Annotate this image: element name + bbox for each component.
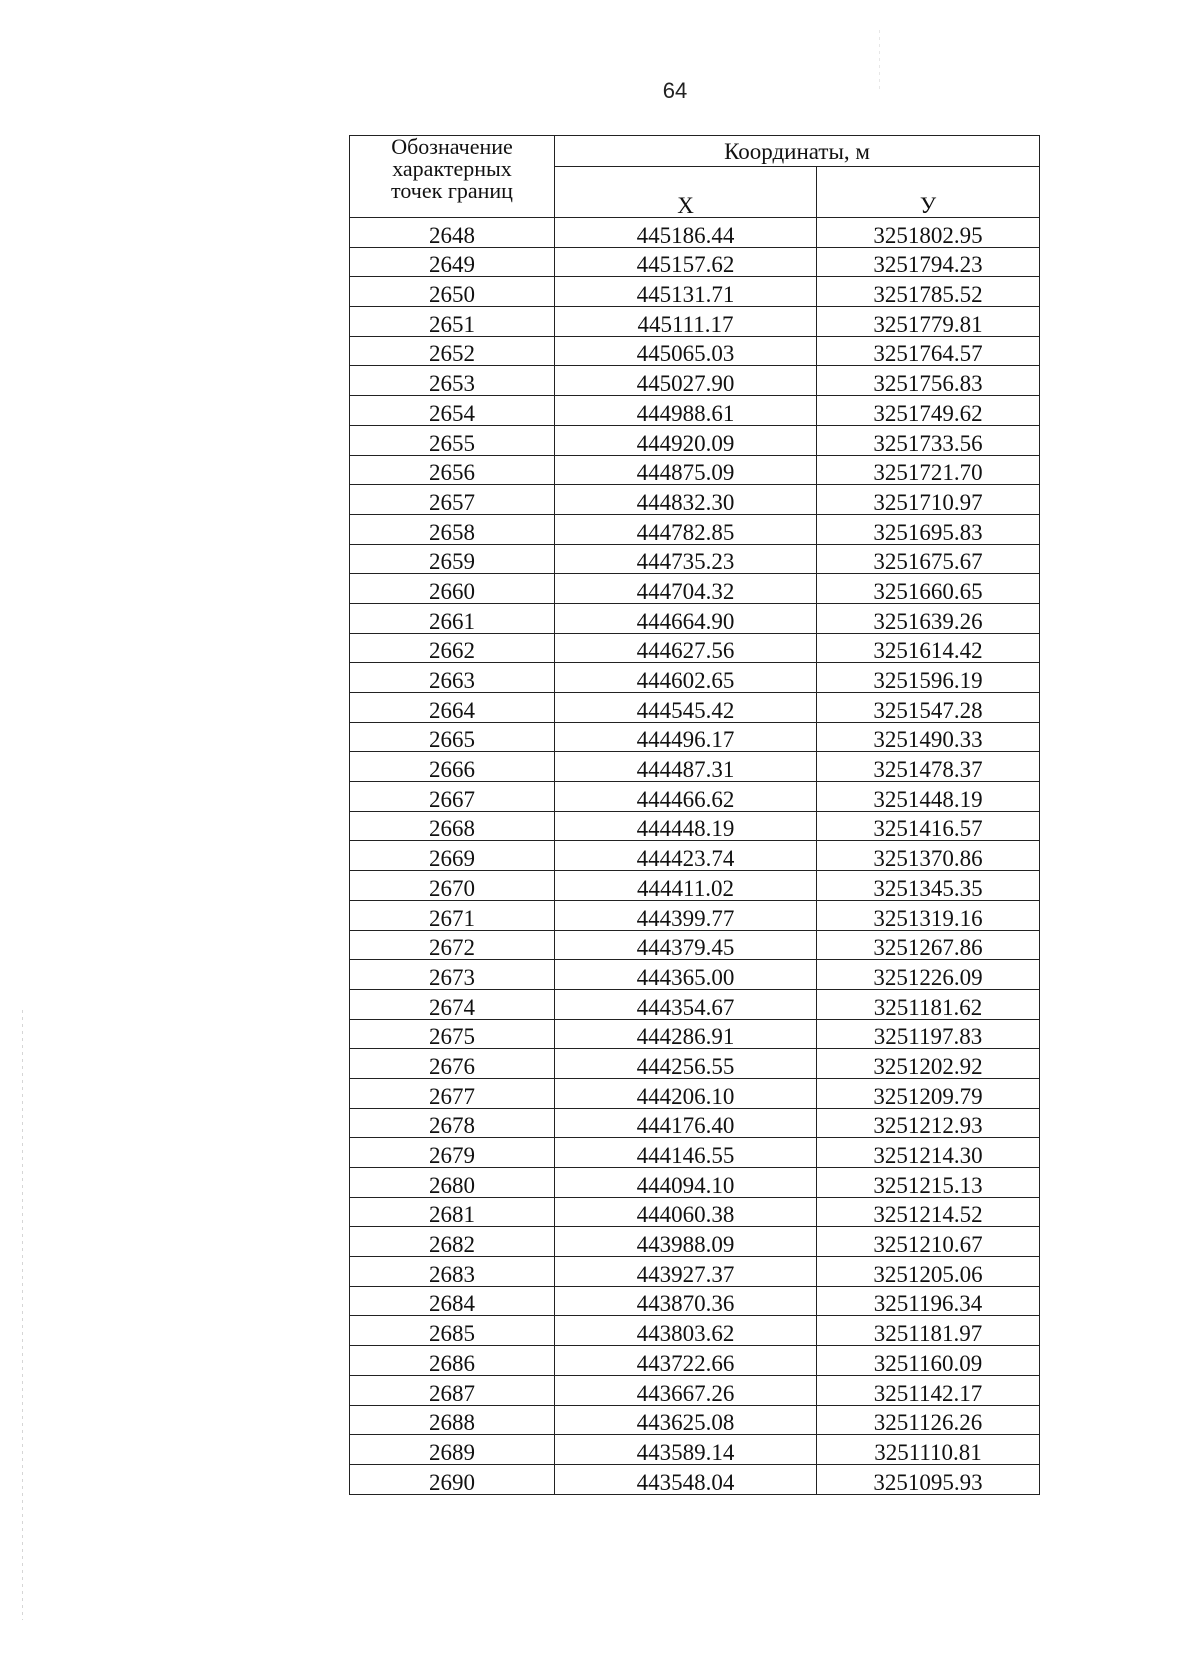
y-cell: 3251764.57	[817, 336, 1040, 366]
table-row	[350, 693, 1040, 723]
table-row	[350, 1019, 1040, 1049]
x-cell: 444176.40	[555, 1108, 817, 1138]
point-cell: 2668	[350, 811, 555, 841]
table-row	[350, 218, 1040, 248]
table-row	[350, 1108, 1040, 1138]
point-cell: 2653	[350, 366, 555, 396]
table-body	[350, 218, 1040, 1495]
x-cell: 444423.74	[555, 841, 817, 871]
x-cell: 444365.00	[555, 960, 817, 990]
y-cell: 3251660.65	[817, 574, 1040, 604]
point-cell: 2661	[350, 603, 555, 633]
x-cell: 444206.10	[555, 1078, 817, 1108]
table-row	[350, 900, 1040, 930]
point-cell: 2686	[350, 1346, 555, 1376]
x-cell: 444286.91	[555, 1019, 817, 1049]
x-cell: 444735.23	[555, 544, 817, 574]
x-cell: 444832.30	[555, 485, 817, 515]
table-row	[350, 514, 1040, 544]
table-row	[350, 871, 1040, 901]
point-cell: 2689	[350, 1435, 555, 1465]
y-cell: 3251785.52	[817, 277, 1040, 307]
header-point-line-2: характерных	[392, 156, 512, 181]
y-cell: 3251639.26	[817, 603, 1040, 633]
point-cell: 2682	[350, 1227, 555, 1257]
y-cell: 3251267.86	[817, 930, 1040, 960]
x-cell: 443988.09	[555, 1227, 817, 1257]
table-row	[350, 1464, 1040, 1494]
table-row	[350, 485, 1040, 515]
header-x: X	[555, 167, 817, 218]
y-cell: 3251181.97	[817, 1316, 1040, 1346]
point-cell: 2664	[350, 693, 555, 723]
table-row	[350, 1227, 1040, 1257]
point-cell: 2670	[350, 871, 555, 901]
y-cell: 3251733.56	[817, 425, 1040, 455]
table-row	[350, 841, 1040, 871]
header-coordinates: Координаты, м	[555, 136, 1040, 167]
table-row	[350, 960, 1040, 990]
point-cell: 2652	[350, 336, 555, 366]
y-cell: 3251547.28	[817, 693, 1040, 723]
y-cell: 3251209.79	[817, 1078, 1040, 1108]
y-cell: 3251214.52	[817, 1197, 1040, 1227]
point-cell: 2666	[350, 752, 555, 782]
y-cell: 3251614.42	[817, 633, 1040, 663]
table-row	[350, 663, 1040, 693]
y-cell: 3251721.70	[817, 455, 1040, 485]
x-cell: 445131.71	[555, 277, 817, 307]
y-cell: 3251210.67	[817, 1227, 1040, 1257]
x-cell: 443927.37	[555, 1257, 817, 1287]
point-cell: 2673	[350, 960, 555, 990]
x-cell: 443870.36	[555, 1286, 817, 1316]
table-row	[350, 544, 1040, 574]
y-cell: 3251490.33	[817, 722, 1040, 752]
y-cell: 3251142.17	[817, 1375, 1040, 1405]
point-cell: 2683	[350, 1257, 555, 1287]
point-cell: 2676	[350, 1049, 555, 1079]
point-cell: 2679	[350, 1138, 555, 1168]
x-cell: 443803.62	[555, 1316, 817, 1346]
y-cell: 3251181.62	[817, 989, 1040, 1019]
table-row	[350, 574, 1040, 604]
x-cell: 443548.04	[555, 1464, 817, 1494]
table-row	[350, 396, 1040, 426]
point-cell: 2675	[350, 1019, 555, 1049]
point-cell: 2665	[350, 722, 555, 752]
point-cell: 2685	[350, 1316, 555, 1346]
point-cell: 2655	[350, 425, 555, 455]
point-cell: 2656	[350, 455, 555, 485]
table-row	[350, 1078, 1040, 1108]
x-cell: 444487.31	[555, 752, 817, 782]
x-cell: 444354.67	[555, 989, 817, 1019]
table-row	[350, 1405, 1040, 1435]
point-cell: 2651	[350, 307, 555, 337]
scan-artifact	[879, 30, 880, 90]
y-cell: 3251756.83	[817, 366, 1040, 396]
y-cell: 3251345.35	[817, 871, 1040, 901]
x-cell: 444627.56	[555, 633, 817, 663]
x-cell: 443722.66	[555, 1346, 817, 1376]
table-row	[350, 1138, 1040, 1168]
table-row	[350, 1197, 1040, 1227]
table-row	[350, 782, 1040, 812]
x-cell: 444146.55	[555, 1138, 817, 1168]
y-cell: 3251212.93	[817, 1108, 1040, 1138]
point-cell: 2650	[350, 277, 555, 307]
y-cell: 3251197.83	[817, 1019, 1040, 1049]
point-cell: 2678	[350, 1108, 555, 1138]
point-cell: 2674	[350, 989, 555, 1019]
x-cell: 443625.08	[555, 1405, 817, 1435]
y-cell: 3251448.19	[817, 782, 1040, 812]
x-cell: 444664.90	[555, 603, 817, 633]
table-row	[350, 811, 1040, 841]
point-cell: 2669	[350, 841, 555, 871]
point-cell: 2690	[350, 1464, 555, 1494]
y-cell: 3251478.37	[817, 752, 1040, 782]
point-cell: 2660	[350, 574, 555, 604]
x-cell: 444399.77	[555, 900, 817, 930]
x-cell: 444545.42	[555, 693, 817, 723]
y-cell: 3251319.16	[817, 900, 1040, 930]
point-cell: 2662	[350, 633, 555, 663]
table-row	[350, 1257, 1040, 1287]
point-cell: 2663	[350, 663, 555, 693]
point-cell: 2649	[350, 247, 555, 277]
table-row	[350, 366, 1040, 396]
x-cell: 444782.85	[555, 514, 817, 544]
y-cell: 3251205.06	[817, 1257, 1040, 1287]
page-number: 64	[662, 78, 688, 103]
header-y: У	[817, 167, 1040, 218]
x-cell: 444256.55	[555, 1049, 817, 1079]
x-cell: 444704.32	[555, 574, 817, 604]
point-cell: 2672	[350, 930, 555, 960]
y-cell: 3251802.95	[817, 218, 1040, 248]
x-cell: 444988.61	[555, 396, 817, 426]
x-cell: 444448.19	[555, 811, 817, 841]
point-cell: 2658	[350, 514, 555, 544]
x-cell: 444920.09	[555, 425, 817, 455]
coordinates-table	[349, 135, 1040, 1495]
point-cell: 2667	[350, 782, 555, 812]
table-row	[350, 307, 1040, 337]
point-cell: 2654	[350, 396, 555, 426]
header-point-line-1: Обозначение	[391, 134, 513, 159]
x-cell: 445186.44	[555, 218, 817, 248]
y-cell: 3251226.09	[817, 960, 1040, 990]
table-row	[350, 1049, 1040, 1079]
point-cell: 2680	[350, 1168, 555, 1198]
point-cell: 2671	[350, 900, 555, 930]
point-cell: 2648	[350, 218, 555, 248]
x-cell: 445027.90	[555, 366, 817, 396]
y-cell: 3251215.13	[817, 1168, 1040, 1198]
y-cell: 3251596.19	[817, 663, 1040, 693]
table-row	[350, 930, 1040, 960]
y-cell: 3251695.83	[817, 514, 1040, 544]
header-point-line-3: точек границ	[391, 178, 513, 203]
table-row	[350, 1316, 1040, 1346]
x-cell: 444379.45	[555, 930, 817, 960]
x-cell: 444094.10	[555, 1168, 817, 1198]
table-row	[350, 277, 1040, 307]
x-cell: 443589.14	[555, 1435, 817, 1465]
y-cell: 3251749.62	[817, 396, 1040, 426]
point-cell: 2657	[350, 485, 555, 515]
x-cell: 445065.03	[555, 336, 817, 366]
x-cell: 445157.62	[555, 247, 817, 277]
table-row	[350, 455, 1040, 485]
x-cell: 444466.62	[555, 782, 817, 812]
point-cell: 2659	[350, 544, 555, 574]
x-cell: 444875.09	[555, 455, 817, 485]
table-row	[350, 989, 1040, 1019]
y-cell: 3251794.23	[817, 247, 1040, 277]
header-point-designation	[350, 136, 555, 218]
y-cell: 3251110.81	[817, 1435, 1040, 1465]
y-cell: 3251779.81	[817, 307, 1040, 337]
point-cell: 2687	[350, 1375, 555, 1405]
table-row	[350, 336, 1040, 366]
table-row	[350, 1286, 1040, 1316]
y-cell: 3251196.34	[817, 1286, 1040, 1316]
point-cell: 2677	[350, 1078, 555, 1108]
y-cell: 3251095.93	[817, 1464, 1040, 1494]
y-cell: 3251126.26	[817, 1405, 1040, 1435]
table-row	[350, 633, 1040, 663]
table-row	[350, 1346, 1040, 1376]
y-cell: 3251214.30	[817, 1138, 1040, 1168]
x-cell: 444602.65	[555, 663, 817, 693]
x-cell: 444060.38	[555, 1197, 817, 1227]
x-cell: 444496.17	[555, 722, 817, 752]
y-cell: 3251370.86	[817, 841, 1040, 871]
x-cell: 443667.26	[555, 1375, 817, 1405]
point-cell: 2681	[350, 1197, 555, 1227]
x-cell: 445111.17	[555, 307, 817, 337]
table-row	[350, 603, 1040, 633]
table-row	[350, 1435, 1040, 1465]
x-cell: 444411.02	[555, 871, 817, 901]
scan-artifact	[22, 1010, 23, 1620]
table-row	[350, 425, 1040, 455]
table-row	[350, 1168, 1040, 1198]
table-row	[350, 247, 1040, 277]
y-cell: 3251416.57	[817, 811, 1040, 841]
y-cell: 3251675.67	[817, 544, 1040, 574]
point-cell: 2684	[350, 1286, 555, 1316]
point-cell: 2688	[350, 1405, 555, 1435]
y-cell: 3251160.09	[817, 1346, 1040, 1376]
table-row	[350, 1375, 1040, 1405]
table-row	[350, 722, 1040, 752]
table-row	[350, 752, 1040, 782]
y-cell: 3251202.92	[817, 1049, 1040, 1079]
y-cell: 3251710.97	[817, 485, 1040, 515]
